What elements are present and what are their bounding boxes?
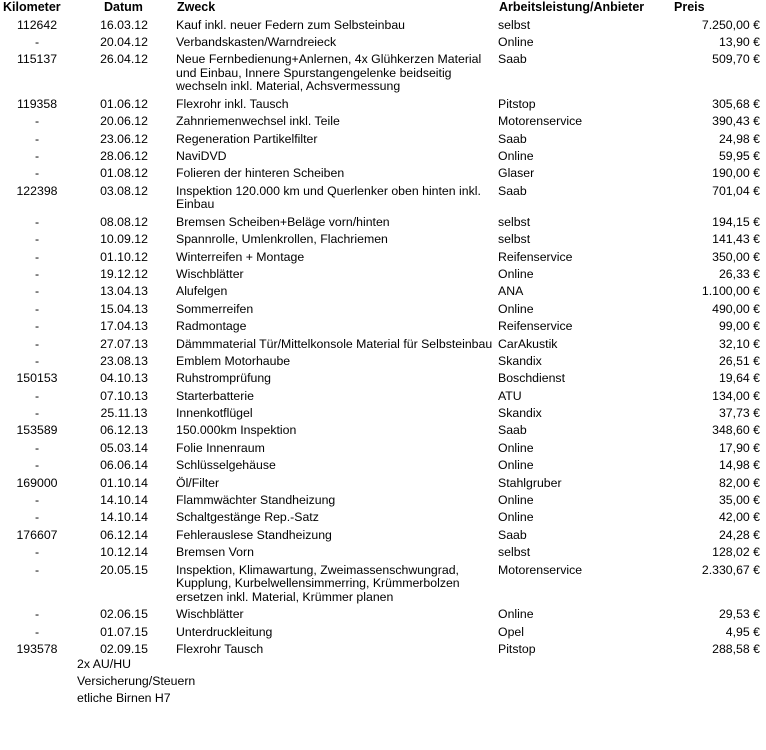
table-row xyxy=(0,337,766,354)
cell-preis: 7.250,00 € xyxy=(701,17,760,32)
table-row xyxy=(0,184,766,215)
table-row xyxy=(0,150,766,167)
cell-kilometer: - xyxy=(34,388,40,403)
notes-list xyxy=(77,656,195,707)
cell-zweck: Innenkotflügel xyxy=(176,406,253,421)
cell-preis: 42,00 € xyxy=(718,510,760,525)
cell-preis: 1.100,00 € xyxy=(701,284,760,299)
cell-datum: 01.07.15 xyxy=(100,624,148,639)
cell-datum: 16.03.12 xyxy=(100,17,148,32)
cell-preis: 288,58 € xyxy=(712,641,760,656)
cell-preis: 37,73 € xyxy=(718,406,760,421)
note-item: etliche Birnen H7 xyxy=(77,691,171,705)
cell-kilometer: - xyxy=(34,336,40,351)
cell-datum: 10.12.14 xyxy=(100,545,148,560)
cell-datum: 14.10.14 xyxy=(100,493,148,508)
cell-datum: 06.12.13 xyxy=(100,423,148,438)
cell-anbieter: selbst xyxy=(498,17,531,32)
cell-datum: 05.03.14 xyxy=(100,440,148,455)
cell-datum: 23.08.13 xyxy=(100,353,148,368)
cell-preis: 190,00 € xyxy=(712,166,760,181)
cell-preis: 17,90 € xyxy=(718,440,760,455)
cell-zweck: Unterdruckleitung xyxy=(176,624,273,639)
note-item: 2x AU/HU xyxy=(77,657,131,671)
table-row xyxy=(0,441,766,458)
cell-kilometer: - xyxy=(34,562,40,577)
cell-datum: 28.06.12 xyxy=(100,149,148,164)
cell-anbieter: Online xyxy=(498,458,534,473)
cell-datum: 08.08.12 xyxy=(100,214,148,229)
cell-preis: 509,70 € xyxy=(712,52,760,67)
table-row xyxy=(0,476,766,493)
cell-anbieter: Online xyxy=(498,510,534,525)
cell-kilometer: - xyxy=(34,440,40,455)
cell-anbieter: selbst xyxy=(498,232,531,247)
cell-datum: 19.12.12 xyxy=(100,266,148,281)
cell-zweck: Kauf inkl. neuer Federn zum Selbsteinbau xyxy=(176,17,405,32)
cell-anbieter: Online xyxy=(498,301,534,316)
table-row xyxy=(0,302,766,319)
cell-preis: 490,00 € xyxy=(712,301,760,316)
cell-anbieter: selbst xyxy=(498,214,531,229)
cell-zweck: Flammwächter Standheizung xyxy=(176,493,336,508)
cell-anbieter: ANA xyxy=(498,284,524,299)
cell-kilometer: - xyxy=(34,493,40,508)
cell-preis: 305,68 € xyxy=(712,96,760,111)
cell-kilometer: - xyxy=(34,249,40,264)
cell-zweck: Flexrohr Tausch xyxy=(176,641,264,656)
header-zweck: Zweck xyxy=(177,0,216,14)
cell-zweck: Ruhstromprüfung xyxy=(176,371,272,386)
cell-preis: 24,28 € xyxy=(718,527,760,542)
cell-preis: 59,95 € xyxy=(718,149,760,164)
table-row xyxy=(0,97,766,114)
table-row xyxy=(0,389,766,406)
table-row xyxy=(0,407,766,424)
cell-datum: 13.04.13 xyxy=(100,284,148,299)
cell-anbieter: Opel xyxy=(498,624,524,639)
cell-datum: 25.11.13 xyxy=(100,406,148,421)
cell-kilometer: - xyxy=(34,510,40,525)
cell-anbieter: Online xyxy=(498,34,534,49)
cell-datum: 06.12.14 xyxy=(100,527,148,542)
header-datum: Datum xyxy=(104,0,143,14)
cell-datum: 01.06.12 xyxy=(100,96,148,111)
cell-anbieter: Pitstop xyxy=(498,641,536,656)
table-row xyxy=(0,459,766,476)
table-row xyxy=(0,320,766,337)
cell-preis: 13,90 € xyxy=(718,34,760,49)
cell-kilometer: - xyxy=(34,284,40,299)
note-item: Versicherung/Steuern xyxy=(77,674,196,688)
cell-anbieter: Online xyxy=(498,493,534,508)
cell-zweck: Alufelgen xyxy=(176,284,228,299)
cell-zweck: Folieren der hinteren Scheiben xyxy=(176,166,345,181)
table-row xyxy=(0,494,766,511)
cell-preis: 14,98 € xyxy=(718,458,760,473)
cell-datum: 15.04.13 xyxy=(100,301,148,316)
cell-kilometer: - xyxy=(34,406,40,421)
cell-datum: 27.07.13 xyxy=(100,336,148,351)
cell-zweck: Inspektion, Klimawartung, Zweimassenschwungrad, Kupplung, Kurbelwellensimmerring, Krümmerbolzen ersetzen inkl. Material, Krümmer planen xyxy=(176,562,460,604)
cell-kilometer: - xyxy=(34,166,40,181)
cell-kilometer: - xyxy=(34,114,40,129)
cell-zweck: 150.000km Inspektion xyxy=(176,423,297,438)
cell-kilometer: - xyxy=(34,353,40,368)
cell-datum: 10.09.12 xyxy=(100,232,148,247)
cell-anbieter: CarAkustik xyxy=(498,336,558,351)
cell-kilometer: - xyxy=(34,131,40,146)
cell-preis: 32,10 € xyxy=(718,336,760,351)
cell-anbieter: Online xyxy=(498,149,534,164)
cell-zweck: Schaltgestänge Rep.-Satz xyxy=(176,510,319,525)
cell-anbieter: Saab xyxy=(498,131,527,146)
cell-kilometer: 115137 xyxy=(16,52,58,67)
table-row xyxy=(0,625,766,642)
cell-preis: 390,43 € xyxy=(712,114,760,129)
table-row xyxy=(0,608,766,625)
cell-zweck: Bremsen Scheiben+Beläge vorn/hinten xyxy=(176,214,390,229)
table-row xyxy=(0,267,766,284)
cell-zweck: Neue Fernbedienung+Anlernen, 4x Glühkerzen Material und Einbau, Innere Spurstangengelenke beidseitig wechseln inkl. Material, Achsvermessung xyxy=(176,52,482,94)
cell-preis: 4,95 € xyxy=(725,624,760,639)
cell-zweck: Wischblätter xyxy=(176,607,244,622)
cell-datum: 01.10.14 xyxy=(100,475,148,490)
cell-zweck: Verbandskasten/Warndreieck xyxy=(176,34,337,49)
cell-zweck: Radmontage xyxy=(176,319,247,334)
table-row xyxy=(0,546,766,563)
cell-zweck: Folie Innenraum xyxy=(176,440,265,455)
cell-kilometer: 150153 xyxy=(16,371,58,386)
cell-anbieter: Boschdienst xyxy=(498,371,565,386)
table-row xyxy=(0,35,766,52)
table-row xyxy=(0,511,766,528)
cell-anbieter: selbst xyxy=(498,545,531,560)
cell-anbieter: Reifenservice xyxy=(498,319,573,334)
header-preis: Preis xyxy=(674,0,705,14)
cell-anbieter: Saab xyxy=(498,527,527,542)
cell-kilometer: 193578 xyxy=(16,641,58,656)
cell-kilometer: 169000 xyxy=(16,475,58,490)
cell-kilometer: 122398 xyxy=(16,183,58,198)
cell-kilometer: - xyxy=(34,232,40,247)
cell-zweck: NaviDVD xyxy=(176,149,227,164)
cell-kilometer: - xyxy=(34,149,40,164)
cell-datum: 02.09.15 xyxy=(100,641,148,656)
cell-preis: 350,00 € xyxy=(712,249,760,264)
cell-preis: 82,00 € xyxy=(718,475,760,490)
header-kilometer: Kilometer xyxy=(3,0,61,14)
cell-preis: 29,53 € xyxy=(718,607,760,622)
cell-kilometer: - xyxy=(34,624,40,639)
cell-anbieter: Online xyxy=(498,607,534,622)
cell-datum: 03.08.12 xyxy=(100,183,148,198)
cell-zweck: Inspektion 120.000 km und Querlenker oben hinten inkl. Einbau xyxy=(176,183,481,212)
cell-datum: 20.04.12 xyxy=(100,34,148,49)
cell-preis: 26,33 € xyxy=(718,266,760,281)
cell-anbieter: Online xyxy=(498,266,534,281)
cell-preis: 194,15 € xyxy=(712,214,760,229)
cell-zweck: Zahnriemenwechsel inkl. Teile xyxy=(176,114,340,129)
cell-preis: 141,43 € xyxy=(712,232,760,247)
cell-kilometer: - xyxy=(34,458,40,473)
cell-datum: 06.06.14 xyxy=(100,458,148,473)
cell-kilometer: 112642 xyxy=(16,17,58,32)
cell-zweck: Flexrohr inkl. Tausch xyxy=(176,96,289,111)
table-row xyxy=(0,233,766,250)
table-row xyxy=(0,528,766,545)
cell-datum: 04.10.13 xyxy=(100,371,148,386)
cell-zweck: Schlüsselgehäuse xyxy=(176,458,276,473)
cell-zweck: Fehlerauslese Standheizung xyxy=(176,527,332,542)
cell-anbieter: Motorenservice xyxy=(498,114,583,129)
cell-anbieter: Saab xyxy=(498,52,527,67)
cell-datum: 17.04.13 xyxy=(100,319,148,334)
cell-kilometer: 176607 xyxy=(16,527,58,542)
table-body xyxy=(0,18,766,660)
table-row xyxy=(0,18,766,35)
cell-zweck: Dämmmaterial Tür/Mittelkonsole Material für Selbsteinbau xyxy=(176,336,493,351)
cell-anbieter: Motorenservice xyxy=(498,562,583,577)
cell-zweck: Sommerreifen xyxy=(176,301,254,316)
cell-preis: 2.330,67 € xyxy=(701,562,760,577)
cell-anbieter: ATU xyxy=(498,388,522,403)
cell-anbieter: Saab xyxy=(498,423,527,438)
cell-preis: 24,98 € xyxy=(718,131,760,146)
table-row xyxy=(0,372,766,389)
cell-datum: 26.04.12 xyxy=(100,52,148,67)
cell-anbieter: Skandix xyxy=(498,353,542,368)
cell-anbieter: Glaser xyxy=(498,166,535,181)
cell-datum: 23.06.12 xyxy=(100,131,148,146)
cell-anbieter: Reifenservice xyxy=(498,249,573,264)
table-row xyxy=(0,250,766,267)
cell-kilometer: - xyxy=(34,607,40,622)
table-row xyxy=(0,115,766,132)
cell-preis: 134,00 € xyxy=(712,388,760,403)
cell-preis: 35,00 € xyxy=(718,493,760,508)
header-anbieter: Arbeitsleistung/Anbieter xyxy=(499,0,645,14)
cell-datum: 20.06.12 xyxy=(100,114,148,129)
cell-kilometer: - xyxy=(34,319,40,334)
cell-zweck: Winterreifen + Montage xyxy=(176,249,305,264)
cell-kilometer: - xyxy=(34,34,40,49)
table-row xyxy=(0,215,766,232)
cell-preis: 348,60 € xyxy=(712,423,760,438)
cell-kilometer: - xyxy=(34,214,40,229)
cell-zweck: Bremsen Vorn xyxy=(176,545,254,560)
table-row xyxy=(0,167,766,184)
cell-anbieter: Online xyxy=(498,440,534,455)
cell-zweck: Spannrolle, Umlenkrollen, Flachriemen xyxy=(176,232,388,247)
cell-preis: 701,04 € xyxy=(712,183,760,198)
cell-preis: 19,64 € xyxy=(718,371,760,386)
cell-datum: 14.10.14 xyxy=(100,510,148,525)
cell-kilometer: - xyxy=(34,545,40,560)
cell-datum: 01.10.12 xyxy=(100,249,148,264)
cell-zweck: Öl/Filter xyxy=(176,475,220,490)
cell-datum: 07.10.13 xyxy=(100,388,148,403)
cell-zweck: Wischblätter xyxy=(176,266,244,281)
cell-anbieter: Pitstop xyxy=(498,96,536,111)
cell-kilometer: - xyxy=(34,301,40,316)
cell-datum: 01.08.12 xyxy=(100,166,148,181)
table-header xyxy=(0,0,766,18)
table-row xyxy=(0,563,766,608)
cell-anbieter: Skandix xyxy=(498,406,542,421)
cell-zweck: Emblem Motorhaube xyxy=(176,353,291,368)
table-row xyxy=(0,53,766,98)
header-row xyxy=(0,0,766,18)
cell-datum: 20.05.15 xyxy=(100,562,148,577)
cell-anbieter: Saab xyxy=(498,183,527,198)
cell-anbieter: Stahlgruber xyxy=(498,475,562,490)
table-row xyxy=(0,354,766,371)
cell-kilometer: - xyxy=(34,266,40,281)
cell-preis: 99,00 € xyxy=(718,319,760,334)
cell-preis: 26,51 € xyxy=(718,353,760,368)
table-row xyxy=(0,132,766,149)
table-row xyxy=(0,285,766,302)
cell-zweck: Starterbatterie xyxy=(176,388,254,403)
cell-datum: 02.06.15 xyxy=(100,607,148,622)
cell-kilometer: 119358 xyxy=(16,96,58,111)
cell-preis: 128,02 € xyxy=(712,545,760,560)
cell-kilometer: 153589 xyxy=(16,423,58,438)
table-row xyxy=(0,424,766,441)
cell-zweck: Regeneration Partikelfilter xyxy=(176,131,318,146)
